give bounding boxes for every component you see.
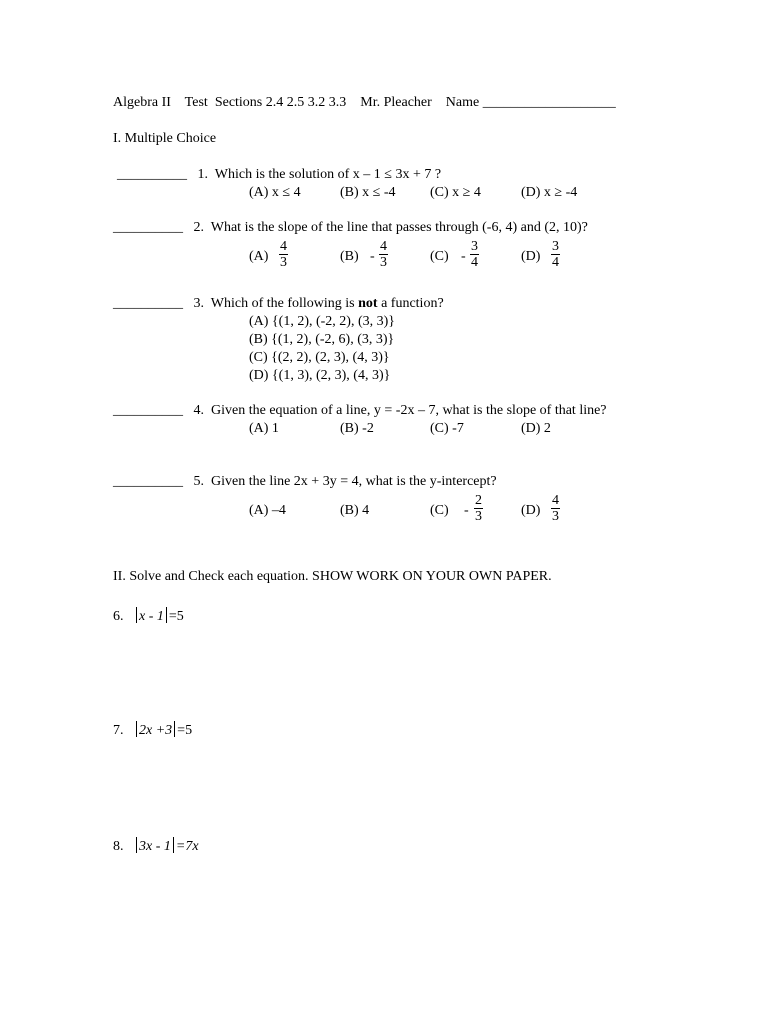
question-text-start: Which of the following is xyxy=(210,296,359,311)
question-1 xyxy=(117,167,441,183)
question-text: Given the equation of a line, y = -2x – 7, what is the slope of that line? xyxy=(211,403,607,418)
numerator: 2 xyxy=(475,493,482,508)
q2-choice-d-label: (D) xyxy=(521,249,541,264)
q2-choice-a-label: (A) xyxy=(249,249,269,264)
q5-choice-d-fraction xyxy=(551,493,560,524)
numerator: 3 xyxy=(471,239,478,254)
denominator: 3 xyxy=(552,509,559,524)
abs-bar-right xyxy=(174,721,175,737)
q2-choice-b-label: (B) xyxy=(340,249,359,264)
q4-choice-c: (C) -7 xyxy=(430,421,464,436)
teacher-name: Mr. Pleacher xyxy=(360,95,432,110)
abs-bar-left xyxy=(136,607,137,623)
question-text: What is the slope of the line that passes through (-6, 4) and (2, 10)? xyxy=(210,220,588,235)
numerator: 4 xyxy=(380,239,387,254)
q3-choice-c: (C) {(2, 2), (2, 3), (4, 3)} xyxy=(249,350,390,365)
denominator: 3 xyxy=(475,509,482,524)
abs-inside: 2x +3 xyxy=(139,723,173,738)
denominator: 4 xyxy=(471,255,478,270)
q2-choice-a-fraction xyxy=(279,239,288,270)
name-label: Name xyxy=(445,95,480,110)
q1-choice-d: (D) x ≥ -4 xyxy=(521,185,578,200)
q2-choice-d-fraction xyxy=(551,239,560,270)
question-4 xyxy=(113,403,607,419)
q3-choice-b: (B) {(1, 2), (-2, 6), (3, 3)} xyxy=(249,332,395,347)
problem-8 xyxy=(113,837,199,855)
answer-blank: __________ xyxy=(113,296,183,311)
equation xyxy=(134,839,199,854)
test-label: Test xyxy=(184,95,208,110)
q5-choice-c-label: (C) xyxy=(430,503,449,518)
question-number: 2. xyxy=(193,220,204,235)
section-1-title: I. Multiple Choice xyxy=(113,131,217,146)
q1-choice-b: (B) x ≤ -4 xyxy=(340,185,396,200)
numerator: 4 xyxy=(552,493,559,508)
q1-choice-c: (C) x ≥ 4 xyxy=(430,185,481,200)
question-number: 3. xyxy=(193,296,204,311)
question-text: Which is the solution of x – 1 ≤ 3x + 7 ? xyxy=(214,167,442,182)
name-blank: ___________________ xyxy=(482,95,616,110)
question-number: 5. xyxy=(193,474,204,489)
answer-blank: __________ xyxy=(113,220,183,235)
numerator: 4 xyxy=(280,239,287,254)
problem-number: 7. xyxy=(113,723,124,738)
abs-bar-left xyxy=(136,721,137,737)
question-3 xyxy=(113,296,444,312)
question-number: 4. xyxy=(193,403,204,418)
q2-choice-b-fraction xyxy=(379,239,388,270)
question-number: 1. xyxy=(197,167,208,182)
equation-rhs: =7x xyxy=(175,839,199,854)
problem-7 xyxy=(113,721,192,739)
answer-blank: __________ xyxy=(113,474,183,489)
q3-choice-a: (A) {(1, 2), (-2, 2), (3, 3)} xyxy=(249,314,396,329)
question-2 xyxy=(113,220,588,236)
question-text xyxy=(211,296,444,311)
question-text: Given the line 2x + 3y = 4, what is the y-intercept? xyxy=(211,474,497,489)
q1-choice-a: (A) x ≤ 4 xyxy=(249,185,301,200)
equation xyxy=(134,609,184,624)
abs-inside: 3x - 1 xyxy=(139,839,171,854)
answer-blank: __________ xyxy=(117,167,187,182)
test-header xyxy=(113,95,616,111)
abs-inside: x - 1 xyxy=(139,609,164,624)
q5-choice-d-label: (D) xyxy=(521,503,541,518)
section-2-title: II. Solve and Check each equation. SHOW WORK ON YOUR OWN PAPER. xyxy=(113,569,552,584)
q2-choice-c-fraction xyxy=(470,239,479,270)
denominator: 3 xyxy=(280,255,287,270)
q2-choice-b-sign: - xyxy=(370,249,375,264)
equation xyxy=(134,723,192,738)
abs-bar-left xyxy=(136,837,137,853)
q5-choice-c-sign: - xyxy=(464,503,469,518)
q5-choice-b: (B) 4 xyxy=(340,503,370,518)
q5-choice-c-fraction xyxy=(474,493,483,524)
sections-label: Sections 2.4 2.5 3.2 3.3 xyxy=(214,95,347,110)
question-text-end: a function? xyxy=(377,296,444,311)
problem-number: 6. xyxy=(113,609,124,624)
equation-rhs: =5 xyxy=(168,609,184,624)
course-title: Algebra II xyxy=(113,95,171,110)
problem-6 xyxy=(113,607,184,625)
q2-choice-c-label: (C) xyxy=(430,249,449,264)
q2-choice-c-sign: - xyxy=(461,249,466,264)
question-5 xyxy=(113,474,497,490)
abs-bar-right xyxy=(173,837,174,853)
numerator: 3 xyxy=(552,239,559,254)
problem-number: 8. xyxy=(113,839,124,854)
q5-choice-a: (A) –4 xyxy=(249,503,286,518)
denominator: 4 xyxy=(552,255,559,270)
equation-rhs: =5 xyxy=(177,723,193,738)
emphasis-not: not xyxy=(358,296,378,311)
abs-bar-right xyxy=(166,607,167,623)
q4-choice-a: (A) 1 xyxy=(249,421,279,436)
answer-blank: __________ xyxy=(113,403,183,418)
denominator: 3 xyxy=(380,255,387,270)
q4-choice-d: (D) 2 xyxy=(521,421,551,436)
q3-choice-d: (D) {(1, 3), (2, 3), (4, 3)} xyxy=(249,368,391,383)
q4-choice-b: (B) -2 xyxy=(340,421,374,436)
